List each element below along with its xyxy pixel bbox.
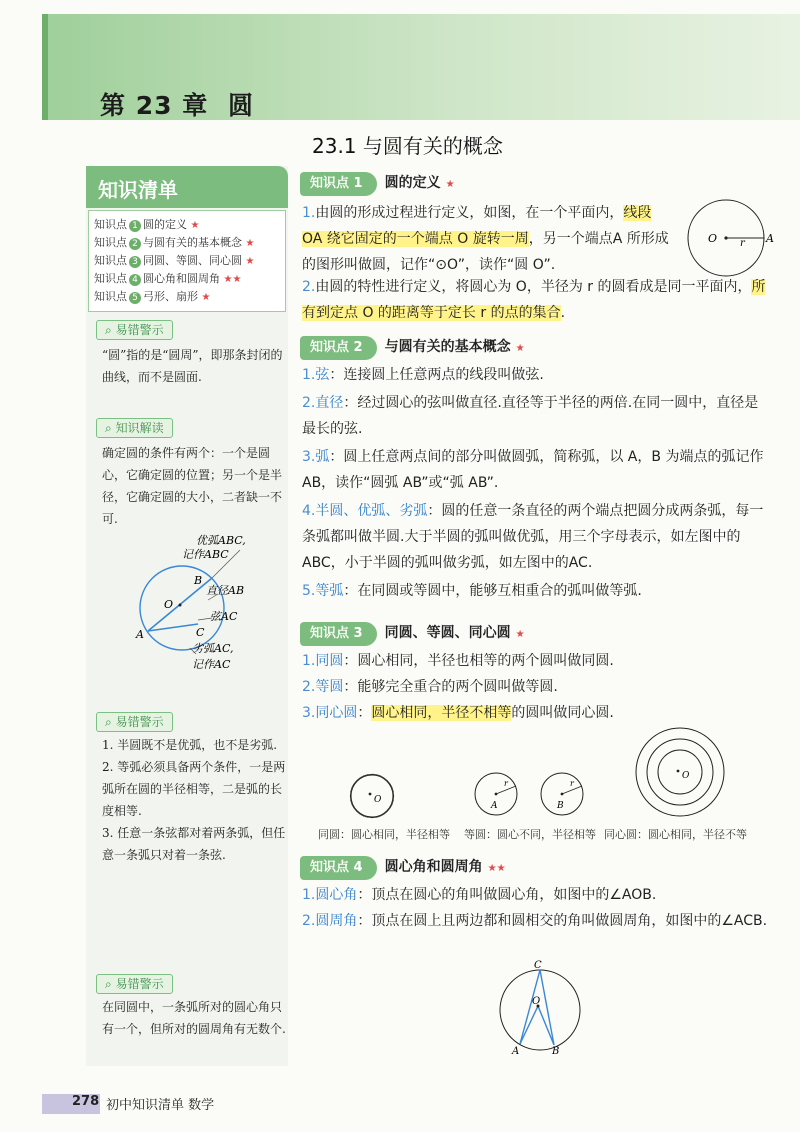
list-item [302, 390, 768, 442]
label-major-arc: 优弧ABC, [196, 534, 246, 547]
text: ：顶点在圆上且两边都和圆相交的角叫做圆周角，如图中的∠ACB. [357, 913, 768, 929]
circle-definition-figure [680, 196, 780, 282]
tag-warning [96, 320, 173, 340]
search-icon: ⌕ [105, 421, 112, 435]
toc-number: 5 [129, 292, 141, 304]
caption-same-circle: 同圆：圆心相同，半径相等 [318, 828, 450, 841]
note-item: 2. 等弧必须具备两个条件，一是两弧所在圆的半径相等，二是弧的长度相等. [102, 760, 286, 818]
item-number: 2. [302, 913, 316, 929]
star-icon: ★ [245, 256, 255, 267]
text: . [560, 305, 566, 321]
toc-prefix: 知识点 [94, 272, 127, 285]
kp1-paragraph-2 [302, 274, 768, 326]
toc-item[interactable] [94, 270, 241, 286]
label-point-c: C [196, 626, 205, 639]
item-number: 2. [302, 279, 316, 295]
highlight: 线 [623, 205, 638, 221]
kp2-list [302, 362, 768, 604]
tag-warning [96, 974, 173, 994]
search-icon: ⌕ [105, 715, 112, 729]
label-chord: 弦AC [210, 610, 238, 623]
text: ：顶点在圆心的角叫做圆心角，如图中的∠AOB. [357, 887, 657, 903]
chapter-subject: 圆 [228, 91, 254, 120]
toc-prefix: 知识点 [94, 218, 127, 231]
star-icon: ★ [445, 179, 455, 190]
term: 等弧 [315, 583, 344, 599]
item-number: 1. [302, 367, 316, 383]
list-item [302, 498, 768, 576]
label-point-b: B [552, 1046, 560, 1057]
label-radius: r [740, 238, 745, 249]
note-item: 1. 半圆既不是优弧，也不是劣弧. [102, 738, 278, 752]
text: ：能够完全重合的两个圆叫做等圆. [343, 679, 558, 695]
highlight: 圆心相同，半径不相等 [371, 705, 512, 721]
tag-label: 知识解读 [115, 421, 164, 435]
list-item [302, 362, 768, 388]
item-number: 4. [302, 503, 316, 519]
star-icon: ★ [190, 220, 200, 231]
kp1-header [300, 170, 455, 194]
tag-label: 易错警示 [115, 715, 164, 729]
label-center-o: O [682, 771, 690, 781]
text: ：经过圆心的弦叫做直径.直径等于半径的两倍.在同一圆中，直径是最长的弦. [302, 395, 759, 437]
label-point-a: A [512, 1046, 520, 1057]
term: 弧 [315, 449, 330, 465]
item-number: 1. [302, 205, 316, 221]
label-diameter: 直径AB [206, 584, 245, 597]
text: ：圆心相同，半径也相等的两个圆叫做同圆. [343, 653, 614, 669]
caption-concentric-circles: 同心圆：圆心相同，半径不等 [604, 828, 747, 841]
star-icon: ★★ [223, 274, 242, 285]
tag-interpretation [96, 418, 173, 438]
item-number: 5. [302, 583, 316, 599]
term: 同心圆 [315, 705, 358, 721]
kp3-header [300, 620, 525, 644]
caption-equal-circles: 等圆：圆心不同，半径相等 [464, 828, 596, 841]
search-icon: ⌕ [105, 977, 112, 991]
item-number: 3. [302, 705, 316, 721]
toc-number: 4 [129, 274, 141, 286]
arc-figure [120, 530, 280, 680]
toc-label: 圆的定义 [143, 218, 187, 231]
toc-label: 同圆、等圆、同心圆 [143, 254, 242, 267]
page-number: 278 [72, 1094, 100, 1109]
header-accent-bar [42, 14, 48, 120]
star-icon: ★ [515, 629, 525, 640]
item-number: 3. [302, 449, 316, 465]
term: 半圆、优弧、劣弧 [315, 503, 428, 519]
circle-types-figure [340, 726, 770, 826]
star-icon: ★ [201, 292, 211, 303]
toc-number: 1 [129, 220, 141, 232]
text: ：圆的任意一条直径的两个端点把圆分成两条弧，每一条弧都叫做半圆.大于半圆的弧叫做优弧，用三个字母表示，如左图中的ABC，小于半圆的弧叫做劣弧，如左图中的AC. [302, 503, 764, 571]
note-interpretation: 确定圆的条件有两个：一个是圆心，它确定圆的位置；另一个是半径，它确定圆的大小，二者缺一不可. [102, 446, 283, 526]
text: ： [357, 705, 372, 721]
label-major-arc-notation: 记作ABC [182, 548, 229, 561]
label-point-b: B [194, 574, 203, 587]
kp3-title: 同圆、等圆、同心圆 [384, 625, 511, 641]
label-minor-arc-notation: 记作AC [192, 658, 231, 671]
kp4-list [302, 882, 768, 934]
kp2-title: 与圆有关的基本概念 [384, 339, 511, 355]
chapter-title: 第 23 章 [100, 91, 209, 120]
text: 由圆的形成过程进行定义，如图，在一个平面内， [315, 205, 624, 221]
toc-label: 与圆有关的基本概念 [143, 236, 242, 249]
term: 圆周角 [315, 913, 358, 929]
label-point-o: O [532, 996, 541, 1007]
label-point-o: O [708, 232, 718, 245]
term: 弦 [315, 367, 330, 383]
kp2-header [300, 334, 525, 358]
kp1-paragraph-1 [302, 200, 672, 278]
toc-number: 2 [129, 238, 141, 250]
kp1-pill: 知识点 1 [300, 172, 377, 196]
term: 同圆 [315, 653, 344, 669]
label-point-c: C [534, 960, 542, 971]
kp4-title: 圆心角和圆周角 [384, 859, 483, 875]
text: 的圆叫做同心圆. [511, 705, 614, 721]
label-point-o: O [164, 598, 174, 611]
note-item: 3. 任意一条弦都对着两条弧，但任意一条弧只对着一条弦. [102, 826, 286, 862]
item-number: 2. [302, 679, 316, 695]
label-radius: r [504, 779, 508, 788]
central-inscribed-angle-figure [494, 958, 594, 1058]
text: A 所形成的图形叫做圆，记作“⊙O”，读作“圆 O”. [302, 231, 669, 273]
tag-label: 易错警示 [115, 977, 164, 991]
tag-label: 易错警示 [115, 323, 164, 337]
star-icon: ★ [245, 238, 255, 249]
label-minor-arc: 劣弧AC, [192, 642, 234, 655]
kp1-title: 圆的定义 [384, 175, 441, 191]
toc-label: 弓形、扇形 [143, 290, 198, 303]
list-item [302, 908, 768, 934]
toc-label: 圆心角和圆周角 [143, 272, 220, 285]
highlight: 段 OA 绕它固定的一个端点 O 旋转一周 [302, 205, 652, 247]
toc-prefix: 知识点 [94, 236, 127, 249]
text: ：在同圆或等圆中，能够互相重合的弧叫做等弧. [343, 583, 642, 599]
toc-prefix: 知识点 [94, 254, 127, 267]
list-item [302, 444, 768, 496]
toc-prefix: 知识点 [94, 290, 127, 303]
kp2-pill: 知识点 2 [300, 336, 377, 360]
label-point-a: A [491, 801, 498, 811]
kp4-pill: 知识点 4 [300, 856, 377, 880]
toc-item[interactable] [94, 288, 210, 304]
sidebar-title: 知识清单 [98, 178, 178, 202]
section-title: 23.1 与圆有关的概念 [312, 134, 503, 158]
toc-item[interactable] [94, 252, 254, 268]
label-point-a: A [766, 232, 774, 245]
item-number: 1. [302, 653, 316, 669]
toc-item[interactable] [94, 234, 254, 250]
list-item [302, 674, 768, 700]
star-icon: ★ [515, 343, 525, 354]
list-item [302, 882, 768, 908]
text: ：连接圆上任意两点的线段叫做弦. [329, 367, 544, 383]
term: 等圆 [315, 679, 344, 695]
kp3-list [302, 648, 768, 726]
term: 直径 [315, 395, 344, 411]
highlight: 所有到定点 O 的距离等于定长 r 的点的集合 [302, 279, 766, 321]
kp4-header [300, 854, 506, 878]
list-item [302, 700, 768, 726]
note-warning-4: 在同圆中，一条弧所对的圆心角只有一个，但所对的圆周角有无数个. [102, 1000, 286, 1036]
note-warning-1: “圆”指的是“圆周”，即那条封闭的曲线，而不是圆面. [102, 348, 283, 384]
text: ，另一个端点 [528, 231, 613, 247]
item-number: 2. [302, 395, 316, 411]
label-radius: r [570, 779, 574, 788]
kp3-pill: 知识点 3 [300, 622, 377, 646]
list-item [302, 578, 768, 604]
note-warning-3 [102, 734, 288, 866]
label-point-b: B [557, 801, 564, 811]
search-icon: ⌕ [105, 323, 112, 337]
toc-number: 3 [129, 256, 141, 268]
text: 由圆的特性进行定义，将圆心为 O，半径为 r 的圆看成是同一平面 [315, 279, 724, 295]
toc-item[interactable] [94, 216, 199, 232]
text: 内， [723, 279, 752, 295]
footer-title: 初中知识清单 数学 [106, 1098, 215, 1113]
label-center-o: O [374, 795, 382, 805]
item-number: 1. [302, 887, 316, 903]
label-point-a: A [136, 628, 144, 641]
text: ：圆上任意两点间的部分叫做圆弧，简称弧，以 A，B 为端点的弧记作AB，读作“圆弧 AB”或“弧 AB”. [302, 449, 764, 491]
tag-warning [96, 712, 173, 732]
list-item [302, 648, 768, 674]
star-icon: ★★ [487, 863, 506, 874]
term: 圆心角 [315, 887, 358, 903]
